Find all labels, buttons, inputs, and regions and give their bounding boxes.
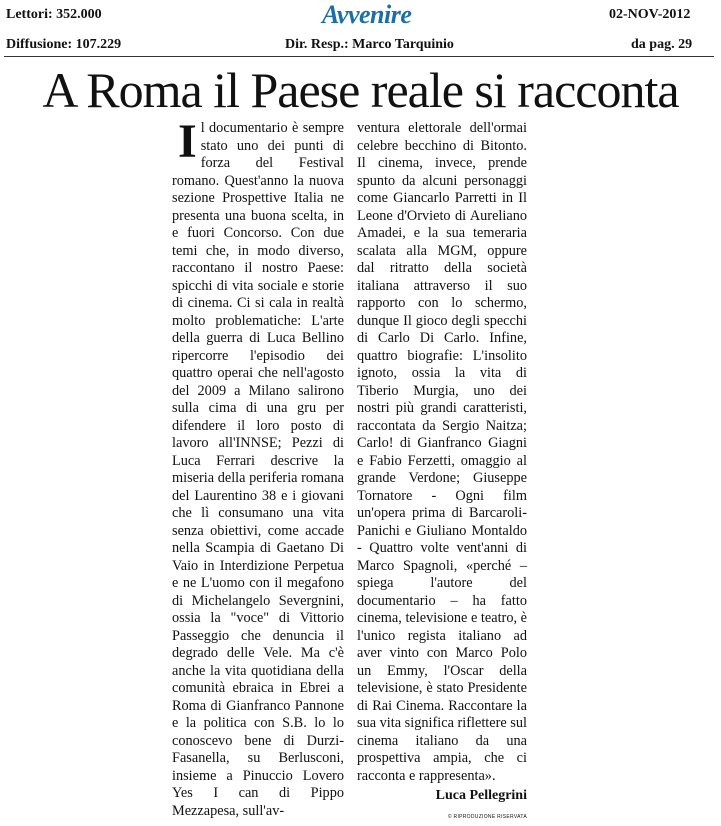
column-2-text: ventura elettorale dell'ormai celebre becchino di Bitonto. Il cinema, invece, prende spunto da alcuni personaggi come Giancarlo Parretti in Il Leone d'Orvieto di Aureliano Amadei, e la sua temeraria scalata alla MGM, oppure dal ritratto della società italiana attraverso il suo rapporto con lo schermo, dunque Il gioco degli specchi di Carlo Di Carlo. Infine, quattro biografie: L'insolito ignoto, ossia la vita di Tiberio Murgia, uno dei nostri più grandi caratteristi, raccontata da Sergio Naitza; Carlo! di Gianfranco Giagni e Fabio Ferzetti, omaggio al grande Verdone; Giuseppe Tornatore - Ogni film un'opera prima di Barcaroli-Panichi e Giuliano Montaldo - Quattro volte vent'anni di Marco Spagnoli, «perché – spiega l'autore del documentario – ha fatto cinema, televisione e teatro, è l'unico regista italiano ad aver vinto con Marco Polo un Emmy, l'Oscar della televisione, è stato Presidente di Rai Cinema. Raccontare la sua vita significa riflettere sul cinema italiano da una prospettiva ampia, che ci racconta e rappresenta». [357, 120, 527, 785]
article-headline: A Roma il Paese reale si racconta [0, 62, 721, 118]
column-1-text: l documentario è sempre stato uno dei punti di forza del Festival romano. Quest'anno la nuova sezione Prospettive Italia ne presenta una buona scelta, in e fuori Concorso. Con due temi che, in modo diverso, raccontano il nostro Paese: spicchi di vita sociale e storie di cinema. Ci si cala in realtà molto problematiche: L'arte della guerra di Luca Bellino ripercorre l'episodio dei quattro operai che nell'agosto del 2009 a Milano salirono sulla cima di una gru per difendere il loro posto di lavoro all'INNSE; Pezzi di Luca Ferrari descrive la miseria della periferia romana del Laurentino 38 e i giovani che lì consumano una vita senza obiettivi, come accade nella Scampia di Gaetano Di Vaio in Interdizione Perpetua e ne L'uomo con il megafono di Michelangelo Severgnini, ossia la "voce" di Vittorio Passeggio che denuncia il degrado delle Vele. Ma c'è anche la vita quotidiana della comunità ebraica in Ebrei a Roma di Gianfranco Pannone e la politica con S.B. lo lo conoscevo bene di Durzi-Fasanella, su Berlusconi, insieme a Pinuccio Lovero Yes I can di Pippo Mezzapesa, sull'av- [172, 120, 344, 820]
page-reference: da pag. 29 [631, 37, 692, 53]
readers-count: Lettori: 352.000 [6, 7, 102, 23]
author-byline: Luca Pellegrini [357, 787, 527, 805]
drop-cap: I [178, 122, 197, 162]
publication-date: 02-NOV-2012 [609, 7, 690, 23]
article-column-2 [357, 120, 527, 826]
director-line: Dir. Resp.: Marco Tarquinio [285, 37, 454, 53]
reproduction-notice: © RIPRODUZIONE RISERVATA [357, 809, 527, 826]
header-divider [4, 56, 714, 57]
newspaper-logo: Avvenire [322, 0, 411, 30]
article-column-1 [172, 120, 344, 820]
circulation-count: Diffusione: 107.229 [6, 37, 121, 53]
